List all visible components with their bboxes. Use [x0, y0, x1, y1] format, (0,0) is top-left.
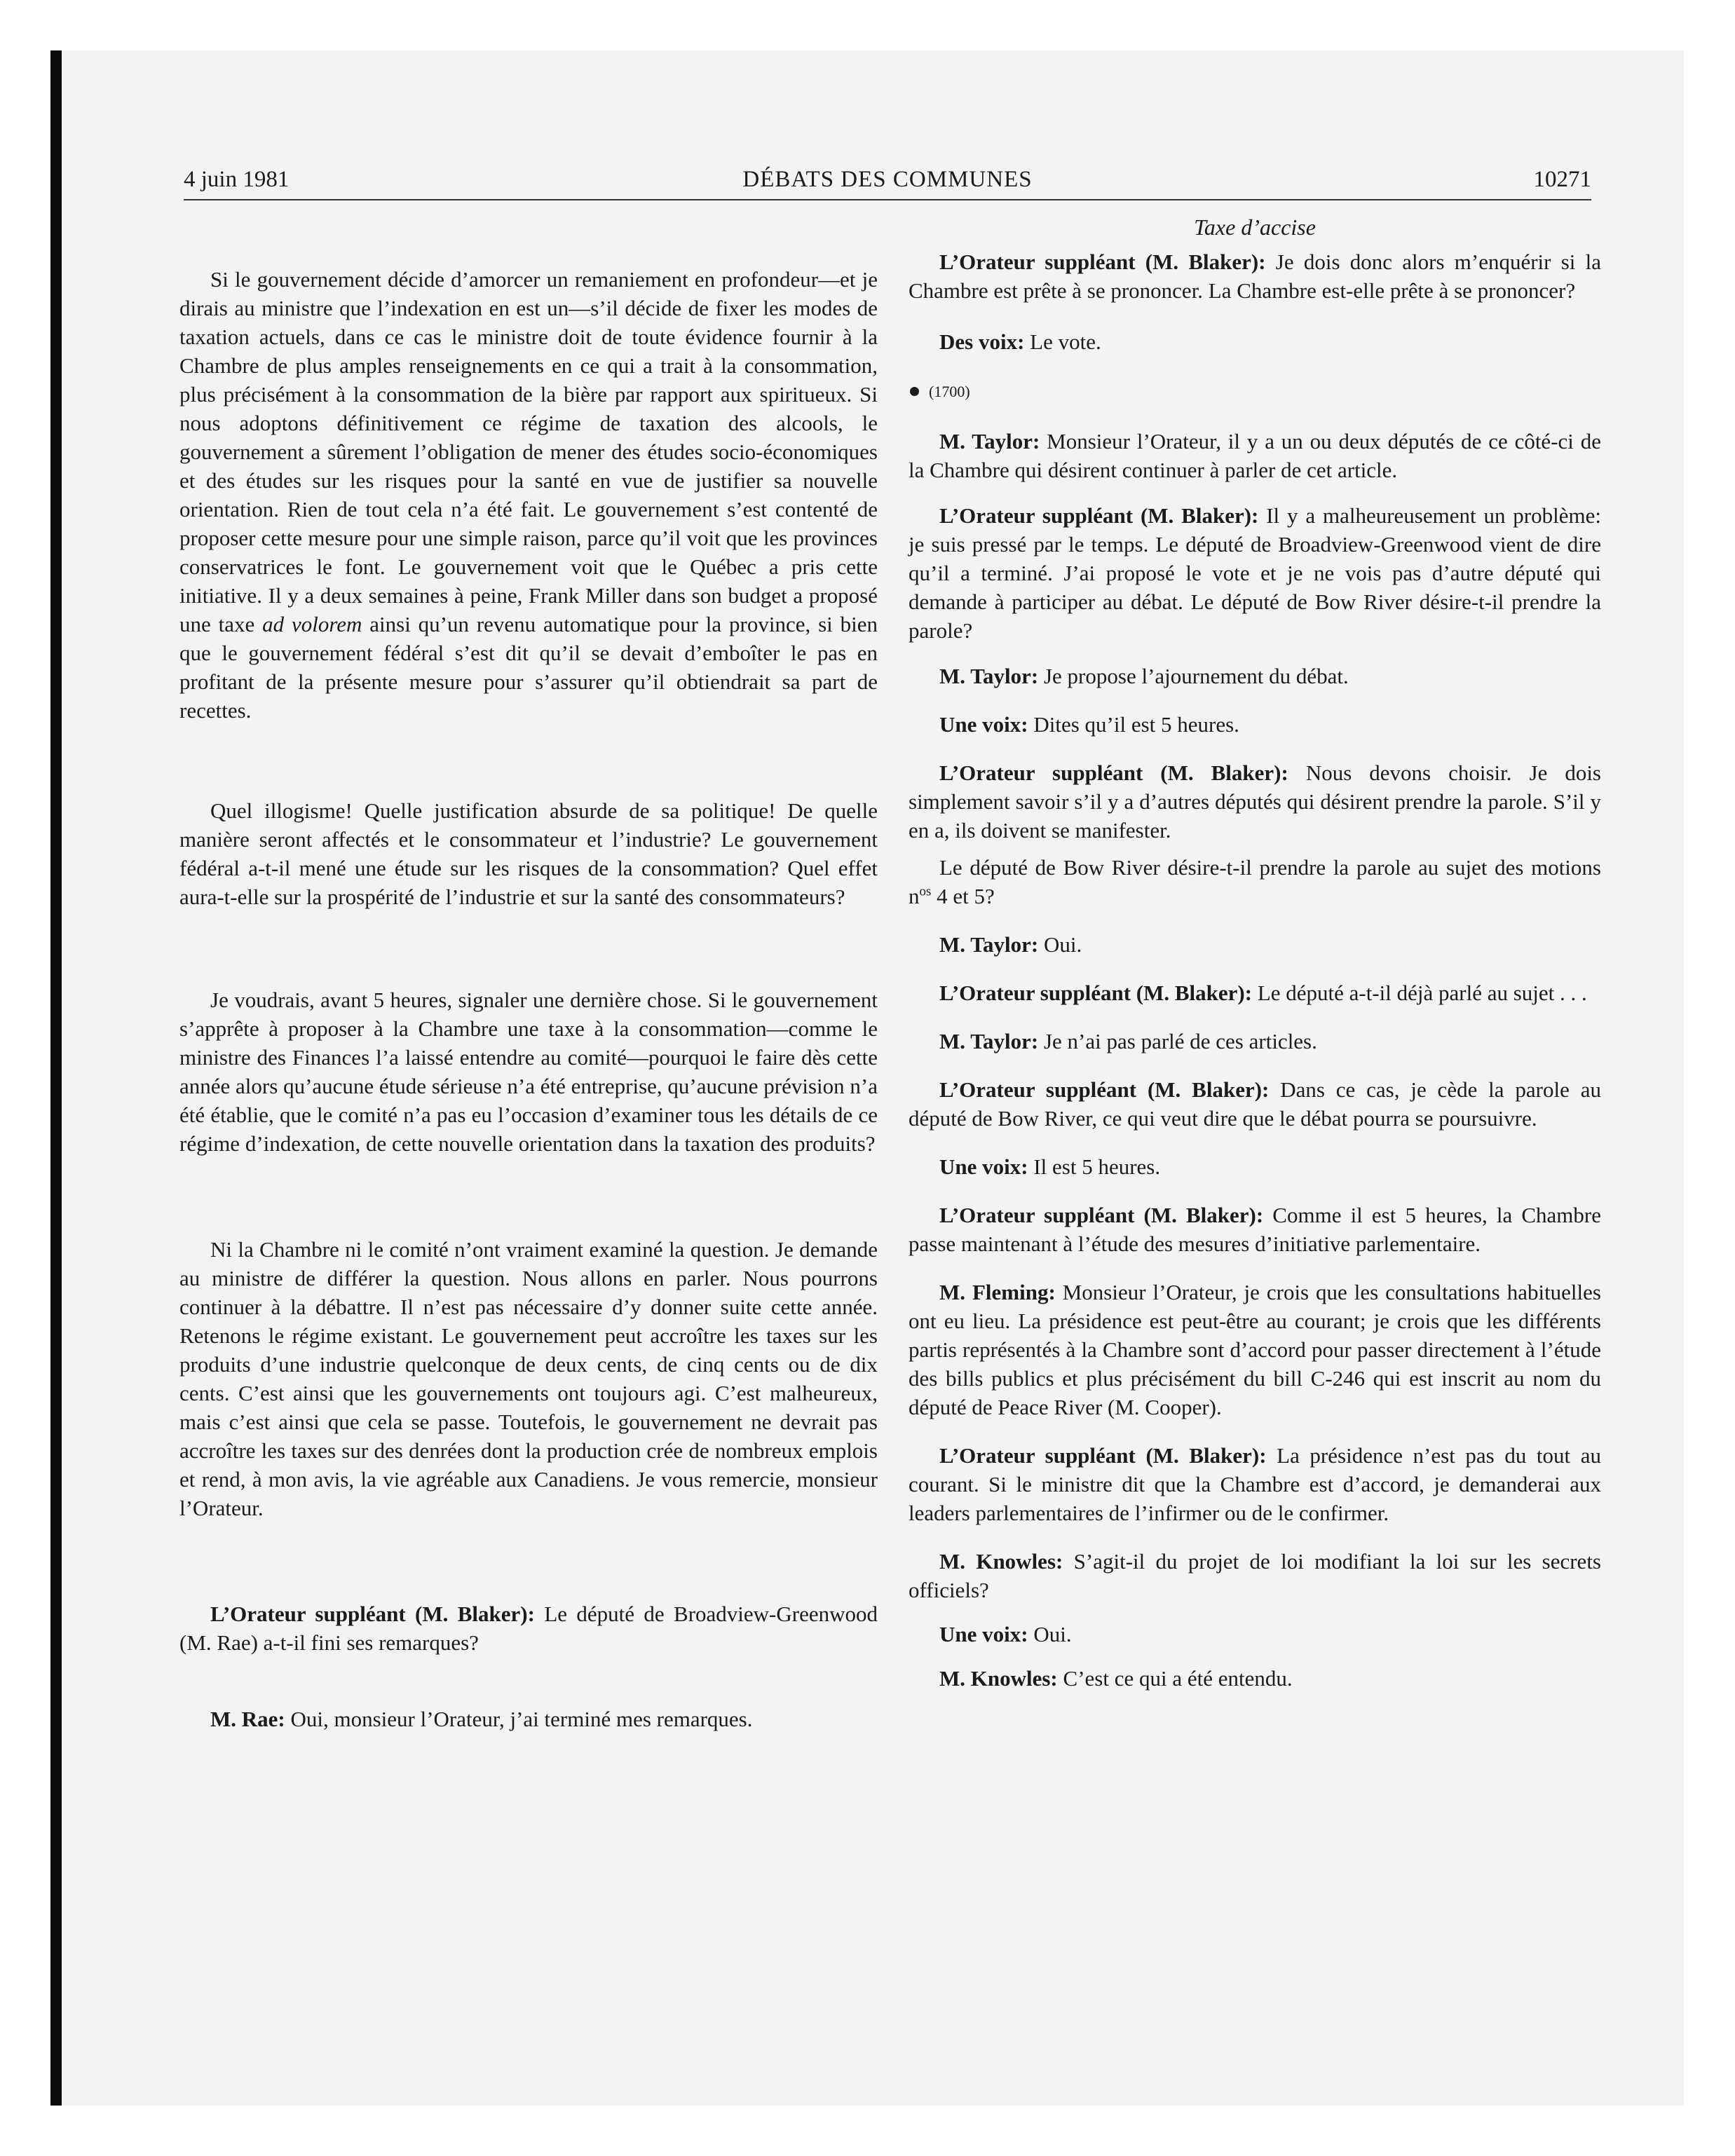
speaker-name: M. Taylor: [939, 1029, 1039, 1053]
speech-paragraph: Une voix: Dites qu’il est 5 heures. [939, 712, 1239, 737]
speaker-name: Des voix: [939, 329, 1025, 354]
paragraph: Je voudrais, avant 5 heures, signaler une dernière chose. Si le gouvernement s’apprête à proposer à la Chambre une taxe à la consommation—comme le ministre des Finances l’a laissé entendre au comité—pourquoi le faire dès cette année alors qu’aucune étude sérieuse n’a été entreprise, qu’aucune prévision n’a été établie, que le comité n’a pas eu l’occasion d’examiner tous les détails de ce régime d’indexation, de cette nouvelle orientation dans la taxation des produits? [179, 988, 878, 1156]
speaker-name: Une voix: [939, 712, 1028, 737]
speaker-name: Une voix: [939, 1154, 1028, 1179]
speech-paragraph: M. Knowles: S’agit-il du projet de loi modifiant la loi sur les secrets officiels? [909, 1549, 1601, 1602]
speaker-name: M. Taylor: [939, 932, 1039, 957]
speech-paragraph: M. Rae: Oui, monsieur l’Orateur, j’ai terminé mes remarques. [210, 1707, 753, 1731]
right-column [909, 210, 1601, 1693]
left-column [179, 210, 878, 1733]
speaker-name: M. Fleming: [939, 1280, 1056, 1304]
header-page-number: 10271 [1533, 167, 1591, 192]
speaker-name: M. Taylor: [939, 429, 1040, 453]
speaker-name: M. Rae: [210, 1707, 285, 1731]
speaker-name: L’Orateur suppléant (M. Blaker): [939, 250, 1266, 274]
speech-paragraph: L’Orateur suppléant (M. Blaker): Le député a-t-il déjà parlé au sujet . . . [939, 981, 1587, 1005]
header-title: DÉBATS DES COMMUNES [742, 167, 1033, 192]
page-header [184, 165, 1591, 200]
speaker-name: L’Orateur suppléant (M. Blaker): [939, 1203, 1264, 1227]
paragraph: Si le gouvernement décide d’amorcer un remaniement en profondeur—et je dirais au ministre que l’indexation en est un—s’il décide de fixer les modes de taxation actuels, dans ce cas le ministre doit de toute évidence fournir à la Chambre de plus amples renseignements en ce qui a trait à la consommation, plus précisément à la consommation de la bière par rapport aux spiritueux. Si nous adoptons définitivement ce régime de taxation des alcools, le gouvernement a sûrement l’obligation de mener des études socio-économiques et des études sur les risques pour la santé en vue de justifier sa nouvelle orientation. Rien de tout cela n’a été fait. Le gouvernement s’est contenté de proposer cette mesure pour une simple raison, parce qu’il voit que les provinces conservatrices le font. Le gouvernement voit que le Québec a pris cette initiative. Il y a deux semaines à peine, Frank Miller dans son budget a proposé une taxe ad volorem ainsi qu’un revenu automatique pour la province, si bien que le gouvernement fédéral s’est dit qu’il se devait d’emboîter le pas en profitant de la présente mesure pour s’assurer qu’il obtiendrait sa part de recettes. [179, 267, 878, 723]
speech-paragraph: M. Taylor: Oui. [939, 932, 1082, 957]
paragraph: Quel illogisme! Quelle justification absurde de sa politique! De quelle manière seront affectés et le consommateur et l’industrie? Le gouvernement fédéral a-t-il mené une étude sur les risques de la consommation? Quel effet aura-t-elle sur la prospérité de l’industrie et sur la santé des consommateurs? [179, 798, 878, 909]
speech-paragraph: M. Knowles: C’est ce qui a été entendu. [939, 1666, 1293, 1691]
speaker-name: L’Orateur suppléant (M. Blaker): [939, 503, 1259, 528]
paragraph: Le député de Bow River désire-t-il prendre la parole au sujet des motions $n^{os}$ 4 et 5? [909, 855, 1601, 908]
speaker-name: M. Taylor: [939, 664, 1039, 688]
speech-paragraph: L’Orateur suppléant (M. Blaker): Je dois donc alors m’enquérir si la Chambre est prête à se prononcer. La Chambre est-elle prête à se prononcer? [909, 250, 1601, 303]
speech-paragraph: Des voix: Le vote. [939, 329, 1101, 354]
speaker-name: L’Orateur suppléant (M. Blaker): [210, 1602, 535, 1626]
timestamp-marker [909, 377, 1601, 406]
speech-paragraph: L’Orateur suppléant (M. Blaker): Le député de Broadview-Greenwood (M. Rae) a-t-il fini ses remarques? [179, 1602, 878, 1655]
speaker-name: M. Knowles: [939, 1666, 1058, 1691]
speech-paragraph: M. Fleming: Monsieur l’Orateur, je crois que les consultations habituelles ont eu lieu. La présidence est peut-être au courant; je crois que les différents partis représentés à la Chambre sont d’accord pour passer directement à l’étude des bills publics et plus précisément du bill C-246 qui est inscrit au nom du député de Peace River (M. Cooper). [909, 1280, 1601, 1419]
speaker-name: L’Orateur suppléant (M. Blaker): [939, 981, 1253, 1005]
speaker-name: M. Knowles: [939, 1549, 1063, 1574]
speech-paragraph: L’Orateur suppléant (M. Blaker): Nous devons choisir. Je dois simplement savoir s’il y a d’autres députés qui désirent prendre la parole. S’il y en a, ils doivent se manifester. [909, 760, 1601, 842]
speaker-name: L’Orateur suppléant (M. Blaker): [939, 1443, 1267, 1468]
timestamp: (1700) [929, 383, 970, 400]
speaker-name: Une voix: [939, 1622, 1028, 1646]
speaker-name: L’Orateur suppléant (M. Blaker): [939, 760, 1288, 785]
header-date: 4 juin 1981 [184, 167, 290, 192]
speech-paragraph: L’Orateur suppléant (M. Blaker): Dans ce cas, je cède la parole au député de Bow River, ce qui veut dire que le débat pourra se poursuivre. [909, 1077, 1601, 1131]
speech-paragraph: L’Orateur suppléant (M. Blaker): Il y a malheureusement un problème: je suis pressé par le temps. Le député de Broadview-Greenwood vient de dire qu’il a terminé. J’ai proposé le vote et je ne vois pas d’autre député qui demande à participer au débat. Le député de Bow River désire-t-il prendre la parole? [909, 503, 1601, 643]
speech-paragraph: M. Taylor: Je propose l’ajournement du débat. [939, 664, 1349, 688]
speech-paragraph: Une voix: Il est 5 heures. [939, 1154, 1161, 1179]
superscript: os [919, 884, 932, 899]
speech-paragraph: L’Orateur suppléant (M. Blaker): La présidence n’est pas du tout au courant. Si le ministre dit que la Chambre est d’accord, je demanderai aux leaders parlementaires de l’infirmer ou de le confirmer. [909, 1443, 1601, 1525]
speaker-name: L’Orateur suppléant (M. Blaker): [939, 1077, 1270, 1102]
speech-paragraph: Une voix: Oui. [939, 1622, 1072, 1646]
running-head: Taxe d’accise [1194, 214, 1316, 240]
latin-term: ad volorem [262, 612, 362, 636]
binding-edge [50, 50, 62, 2106]
speech-paragraph: L’Orateur suppléant (M. Blaker): Comme il est 5 heures, la Chambre passe maintenant à l’étude des mesures d’initiative parlementaire. [909, 1203, 1601, 1256]
bullet-dot-icon [910, 387, 919, 396]
speech-paragraph: M. Taylor: Monsieur l’Orateur, il y a un ou deux députés de ce côté-ci de la Chambre qui désirent continuer à parler de cet article. [909, 429, 1601, 482]
speech-paragraph: M. Taylor: Je n’ai pas parlé de ces articles. [939, 1029, 1317, 1053]
paragraph: Ni la Chambre ni le comité n’ont vraiment examiné la question. Je demande au ministre de différer la question. Nous allons en parler. Nous pourrons continuer à la débattre. Il n’est pas nécessaire d’y donner suite cette année. Retenons le régime existant. Le gouvernement peut accroître les taxes sur les produits d’une industrie quelconque de deux cents, de cinq cents ou de dix cents. C’est ainsi que les gouvernements ont toujours agi. C’est malheureux, mais c’est ainsi que cela se passe. Toutefois, le gouvernement ne devrait pas accroître les taxes sur des denrées dont la production crée de nombreux emplois et rend, à mon avis, la vie agréable aux Canadiens. Je vous remercie, monsieur l’Orateur. [179, 1237, 878, 1520]
